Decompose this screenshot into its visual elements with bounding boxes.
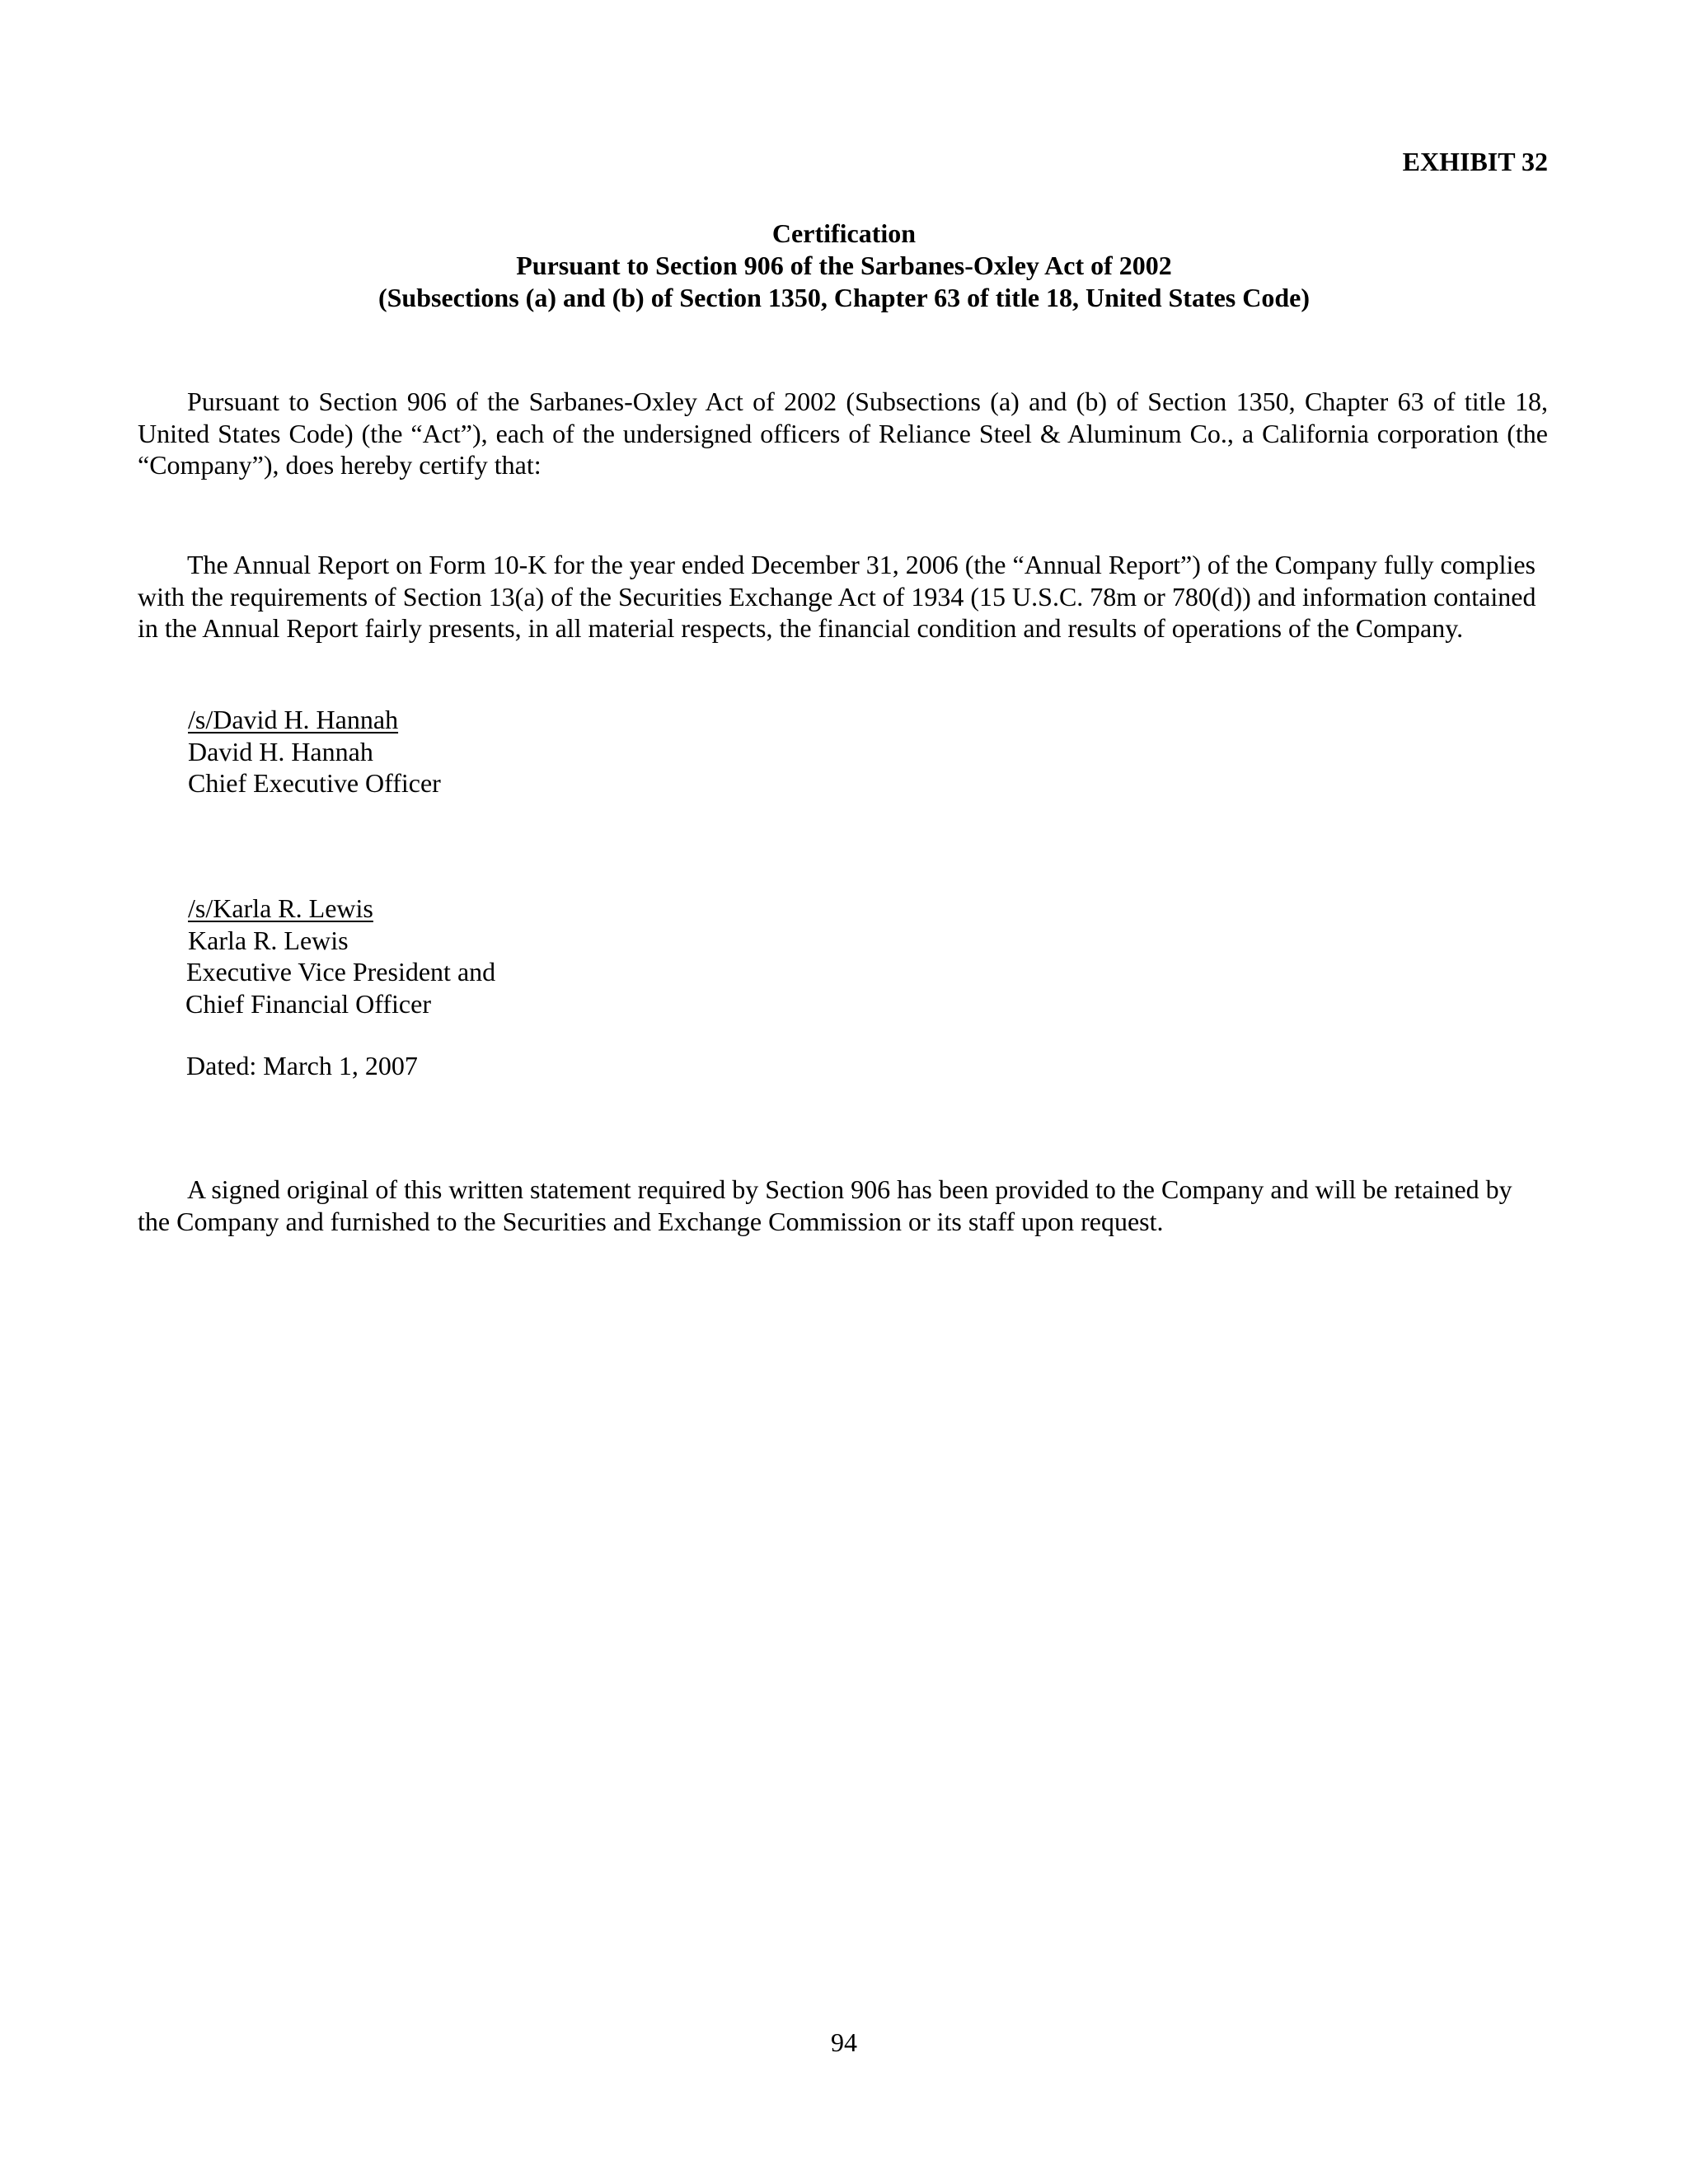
signatory-title: Chief Executive Officer [188, 768, 441, 798]
page-number: 94 [831, 2027, 857, 2057]
dated-line: Dated: March 1, 2007 [186, 1051, 418, 1080]
signatory-name: David H. Hannah [188, 736, 373, 766]
exhibit-label: EXHIBIT 32 [1402, 147, 1548, 176]
signature-line: /s/David H. Hannah [188, 705, 399, 734]
title-line-1: Certification [771, 218, 917, 248]
signature-block-cfo [185, 893, 496, 1019]
title-line-3: (Subsections (a) and (b) of Section 1350, Chapter 63 of title 18, United States Code) [377, 283, 1311, 312]
document-title [0, 218, 1688, 314]
signatory-name: Karla R. Lewis [188, 925, 349, 955]
signature-line: /s/Karla R. Lewis [188, 893, 373, 923]
closing-paragraph: A signed original of this written statement required by Section 906 has been provided to the Company and will be retained by the Company and furnished to the Securities and Exchange Commission or its staff upon request. [138, 1174, 1512, 1236]
signatory-title-continued: Chief Financial Officer [185, 988, 431, 1019]
signatory-title: Executive Vice President and [186, 957, 496, 987]
title-line-2: Pursuant to Section 906 of the Sarbanes-Oxley Act of 2002 [516, 251, 1172, 280]
certification-paragraph: The Annual Report on Form 10-K for the year ended December 31, 2006 (the “Annual Report”) of the Company fully complies with the requirements of Section 13(a) of the Securities Exchange Act of 1934 (15 U.S.C. 78m or 780(d)) and information contained in the Annual Report fairly presents, in all material respects, the financial condition and results of operations of the Company. [138, 550, 1536, 643]
intro-paragraph: Pursuant to Section 906 of the Sarbanes-Oxley Act of 2002 (Subsections (a) and (b) of Section 1350, Chapter 63 of title 18, United States Code) (the “Act”), each of the undersigned officers of Reliance Steel & Aluminum Co., a California corporation (the “Company”), does hereby certify that: [138, 387, 1548, 480]
signature-block-ceo [188, 704, 441, 799]
